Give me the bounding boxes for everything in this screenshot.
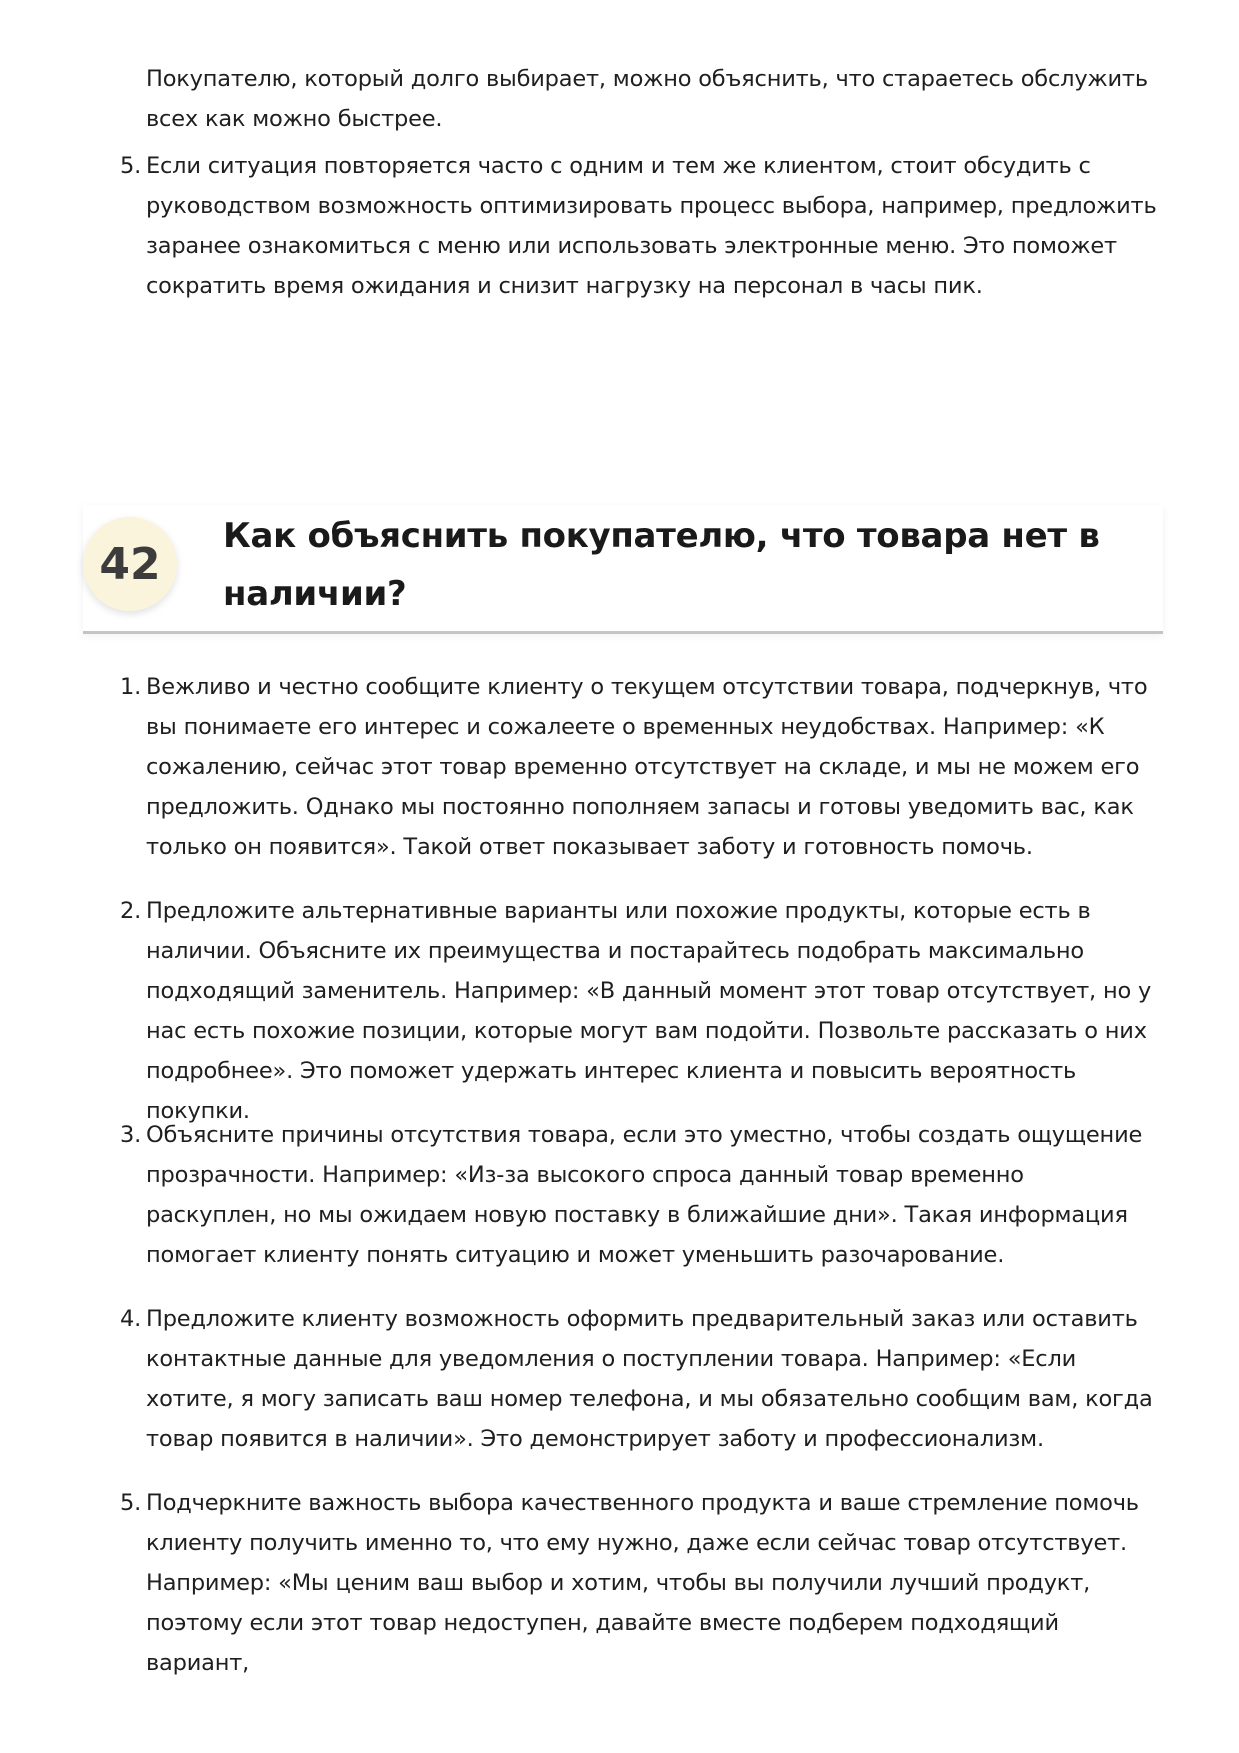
list-item-text: Предложите альтернативные варианты или похожие продукты, которые есть в наличии. Объясните их преимущества и постарайтесь подобрать максимально подходящий заменитель. Например: «В данный момент этот товар отсутствует, но у нас есть похожие позиции, которые могут вам подойти. Позвольте рассказать о них подробнее». Это поможет удержать интерес клиента и повысить вероятность покупки.: [146, 898, 1152, 1124]
list-number: 5.: [120, 153, 142, 179]
list-item-4: [120, 1299, 1160, 1459]
list-item-2: [120, 891, 1160, 1131]
list-number: 3.: [120, 1122, 142, 1148]
list-item-1: [120, 667, 1160, 867]
list-item-3: [120, 1115, 1160, 1275]
prev-item-4-tail: Покупателю, который долго выбирает, можно объяснить, что стараетесь обслужить всех как можно быстрее.: [146, 66, 1148, 132]
section-number-badge: 42: [83, 517, 177, 611]
list-item-text: Вежливо и честно сообщите клиенту о текущем отсутствии товара, подчеркнув, что вы понимаете его интерес и сожалеете о временных неудобствах. Например: «К сожалению, сейчас этот товар временно отсутствует на складе, и мы не можем его предложить. Однако мы постоянно пополняем запасы и готовы уведомить вас, как только он появится». Такой ответ показывает заботу и готовность помочь.: [146, 674, 1148, 860]
list-item-5: [120, 1483, 1160, 1683]
list-number: 4.: [120, 1306, 142, 1332]
list-item-text: Подчеркните важность выбора качественного продукта и ваше стремление помочь клиенту получить именно то, что ему нужно, даже если сейчас товар отсутствует. Например: «Мы ценим ваш выбор и хотим, чтобы вы получили лучший продукт, поэтому если этот товар недоступен, давайте вместе подберем подходящий вариант,: [146, 1490, 1139, 1676]
list-number: 5.: [120, 1490, 142, 1516]
prev-list-item-5: [120, 146, 1160, 306]
section-title: Как объяснить покупателю, что товара нет в наличии?: [223, 516, 1100, 614]
list-number: 2.: [120, 898, 142, 924]
list-item-text: Объясните причины отсутствия товара, если это уместно, чтобы создать ощущение прозрачности. Например: «Из-за высокого спроса данный товар временно раскуплен, но мы ожидаем новую поставку в ближайшие дни». Такая информация помогает клиенту понять ситуацию и может уменьшить разочарование.: [146, 1122, 1143, 1268]
list-item-text: Если ситуация повторяется часто с одним и тем же клиентом, стоит обсудить с руководством возможность оптимизировать процесс выбора, например, предложить заранее ознакомиться с меню или использовать электронные меню. Это поможет сократить время ожидания и снизит нагрузку на персонал в часы пик.: [146, 153, 1157, 299]
section-header: [83, 505, 1163, 634]
list-number: 1.: [120, 674, 142, 700]
list-item-text: Предложите клиенту возможность оформить предварительный заказ или оставить контактные данные для уведомления о поступлении товара. Например: «Если хотите, я могу записать ваш номер телефона, и мы обязательно сообщим вам, когда товар появится в наличии». Это демонстрирует заботу и профессионализм.: [146, 1306, 1153, 1452]
